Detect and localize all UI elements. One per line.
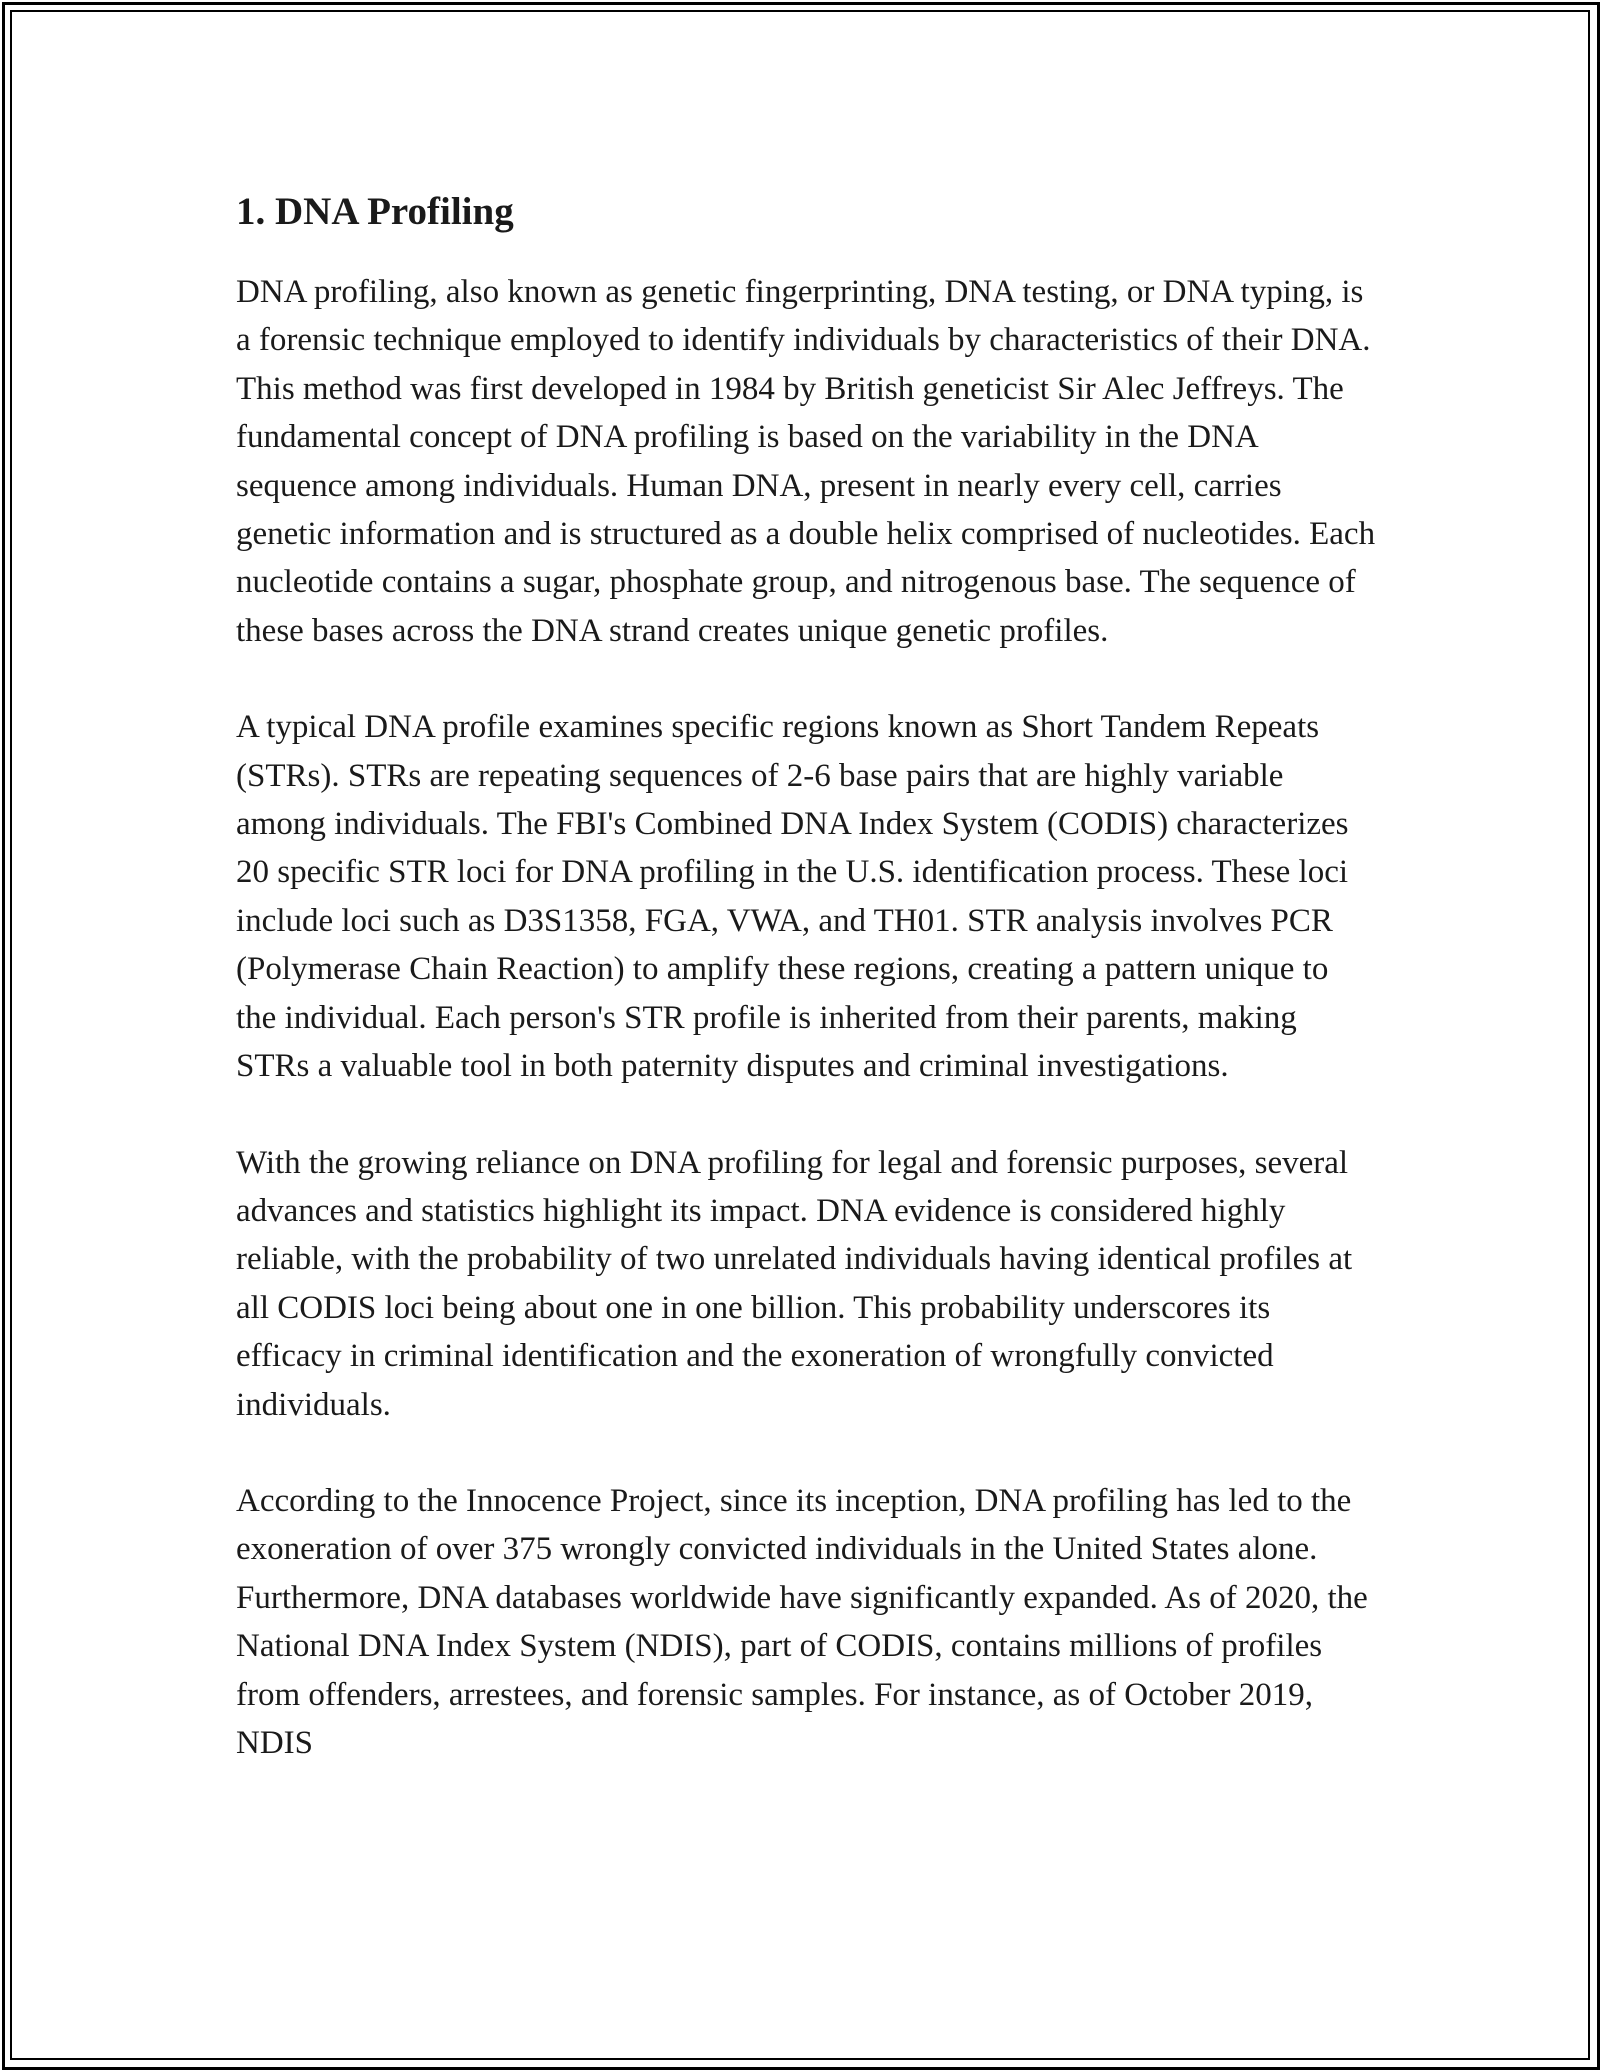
paragraph-intro: DNA profiling, also known as genetic fingerprinting, DNA testing, or DNA typing, is a forensic technique employed to identify individuals by characteristics of their DNA. This method was first developed in 1984 by British geneticist Sir Alec Jeffreys. The fundamental concept of DNA profiling is based on the variability in the DNA sequence among individuals. Human DNA, present in nearly every cell, carries genetic information and is structured as a double helix comprised of nucleotides. Each nucleotide contains a sugar, phosphate group, and nitrogenous base. The sequence of these bases across the DNA strand creates unique genetic profiles. — [236, 274, 1376, 649]
paragraph-innocence-project: According to the Innocence Project, since its inception, DNA profiling has led to the exoneration of over 375 wrongly convicted individuals in the United States alone. Furthermore, DNA databases worldwide have significantly expanded. As of 2020, the National DNA Index System (NDIS), part of CODIS, contains millions of profiles from offenders, arrestees, and forensic samples. For instance, as of October 2019, NDIS — [236, 1482, 1368, 1761]
document-body — [236, 186, 1376, 1815]
paragraph-str: A typical DNA profile examines specific regions known as Short Tandem Repeats (STRs). STRs are repeating sequences of 2-6 base pairs that are highly variable among individuals. The FBI's Combined DNA Index System (CODIS) characterizes 20 specific STR loci for DNA profiling in the U.S. identification process. These loci include loci such as D3S1358, FGA, VWA, and TH01. STR analysis involves PCR (Polymerase Chain Reaction) to amplify these regions, creating a pattern unique to the individual. Each person's STR profile is inherited from their parents, making STRs a valuable tool in both paternity disputes and criminal investigations. — [236, 709, 1349, 1085]
paragraph-reliability: With the growing reliance on DNA profiling for legal and forensic purposes, several advances and statistics highlight its impact. DNA evidence is considered highly reliable, with the probability of two unrelated individuals having identical profiles at all CODIS loci being about one in one billion. This probability underscores its efficacy in criminal identification and the exoneration of wrongfully convicted individuals. — [236, 1144, 1353, 1423]
section-heading: 1. DNA Profiling — [236, 190, 514, 233]
